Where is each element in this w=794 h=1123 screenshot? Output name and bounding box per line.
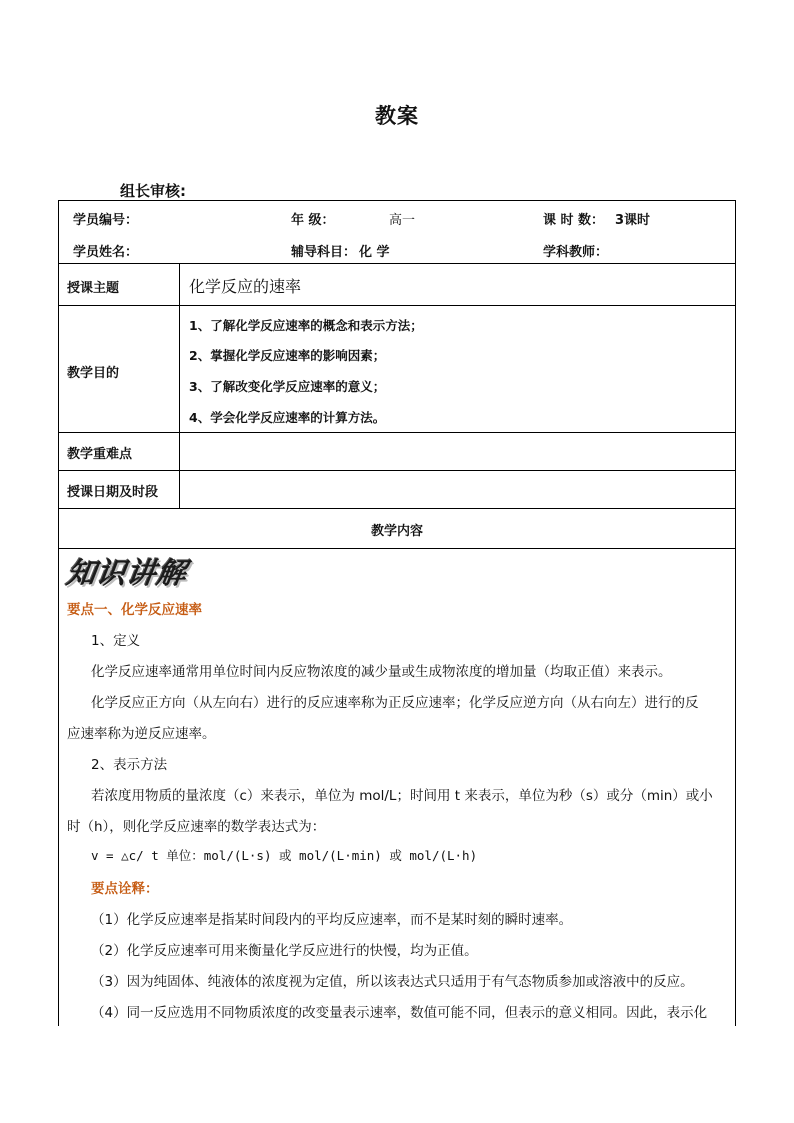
grade-label: 年 级： bbox=[291, 213, 335, 228]
grade-value: 高一 bbox=[389, 213, 416, 228]
difficulty-row bbox=[59, 433, 735, 471]
rate-formula: v = △c/ t 单位：mol/(L·s) 或 mol/(L·min) 或 mol/(L·h) bbox=[91, 848, 478, 863]
column-divider bbox=[179, 306, 180, 432]
note-item: （4）同一反应选用不同物质浓度的改变量表示速率，数值可能不同，但表示的意义相同。因此，表示化 bbox=[91, 1005, 708, 1021]
column-divider bbox=[179, 264, 180, 305]
note-item: （2）化学反应速率可用来衡量化学反应进行的快慢，均为正值。 bbox=[91, 943, 478, 959]
representation-text-b: 时（h），则化学反应速率的数学表达式为： bbox=[67, 819, 326, 835]
content-heading: 教学内容 bbox=[370, 524, 423, 539]
definition-heading: 1、定义 bbox=[91, 633, 141, 649]
definition-text-2b: 应速率称为逆反应速率。 bbox=[67, 726, 216, 742]
content-body bbox=[59, 549, 735, 1027]
hours-label: 课 时 数： bbox=[543, 213, 605, 228]
representation-text-a: 若浓度用物质的量浓度（c）来表示，单位为 mol/L；时间用 t 来表示，单位为秒（s）或分（min）或小 bbox=[91, 788, 713, 804]
objective-item: 2、掌握化学反应速率的影响因素； bbox=[189, 348, 386, 363]
hours-value: 3课时 bbox=[615, 213, 651, 228]
theme-row bbox=[59, 264, 735, 306]
info-section bbox=[59, 201, 735, 264]
reviewer-label: 组长审核: bbox=[120, 182, 186, 200]
objective-item: 4、学会化学反应速率的计算方法。 bbox=[189, 410, 386, 425]
document-title: 教案 bbox=[375, 104, 419, 128]
notes-title: 要点诠释： bbox=[91, 881, 159, 897]
objectives-row bbox=[59, 306, 735, 433]
student-name-label: 学员姓名： bbox=[73, 245, 139, 260]
student-no-label: 学员编号： bbox=[73, 213, 139, 228]
lesson-plan-table bbox=[58, 200, 736, 1026]
subject-value: 化 学 bbox=[359, 245, 390, 260]
teacher-label: 学科教师： bbox=[543, 245, 609, 260]
representation-heading: 2、表示方法 bbox=[91, 757, 168, 773]
column-divider bbox=[179, 433, 180, 470]
note-item: （1）化学反应速率是指某时间段内的平均反应速率，而不是某时刻的瞬时速率。 bbox=[91, 912, 573, 928]
date-row bbox=[59, 471, 735, 509]
subject-label: 辅导科目： bbox=[291, 245, 357, 260]
section-title: 要点一、化学反应速率 bbox=[67, 602, 202, 618]
date-label: 授课日期及时段 bbox=[67, 485, 159, 500]
objective-item: 1、了解化学反应速率的概念和表示方法； bbox=[189, 318, 423, 333]
difficulty-label: 教学重难点 bbox=[67, 447, 133, 462]
objectives-label: 教学目的 bbox=[67, 366, 120, 381]
content-heading-row bbox=[59, 509, 735, 549]
definition-text: 化学反应速率通常用单位时间内反应物浓度的减少量或生成物浓度的增加量（均取正值）来表示。 bbox=[91, 664, 672, 680]
theme-label: 授课主题 bbox=[67, 281, 120, 296]
objective-item: 3、了解改变化学反应速率的意义； bbox=[189, 379, 386, 394]
column-divider bbox=[179, 471, 180, 508]
definition-text-2a: 化学反应正方向（从左向右）进行的反应速率称为正反应速率；化学反应逆方向（从右向左）进行的反 bbox=[91, 695, 699, 711]
note-item: （3）因为纯固体、纯液体的浓度视为定值，所以该表达式只适用于有气态物质参加或溶液中的反应。 bbox=[91, 974, 694, 990]
theme-value: 化学反应的速率 bbox=[189, 277, 302, 296]
knowledge-banner: 知识讲解 bbox=[64, 556, 190, 590]
